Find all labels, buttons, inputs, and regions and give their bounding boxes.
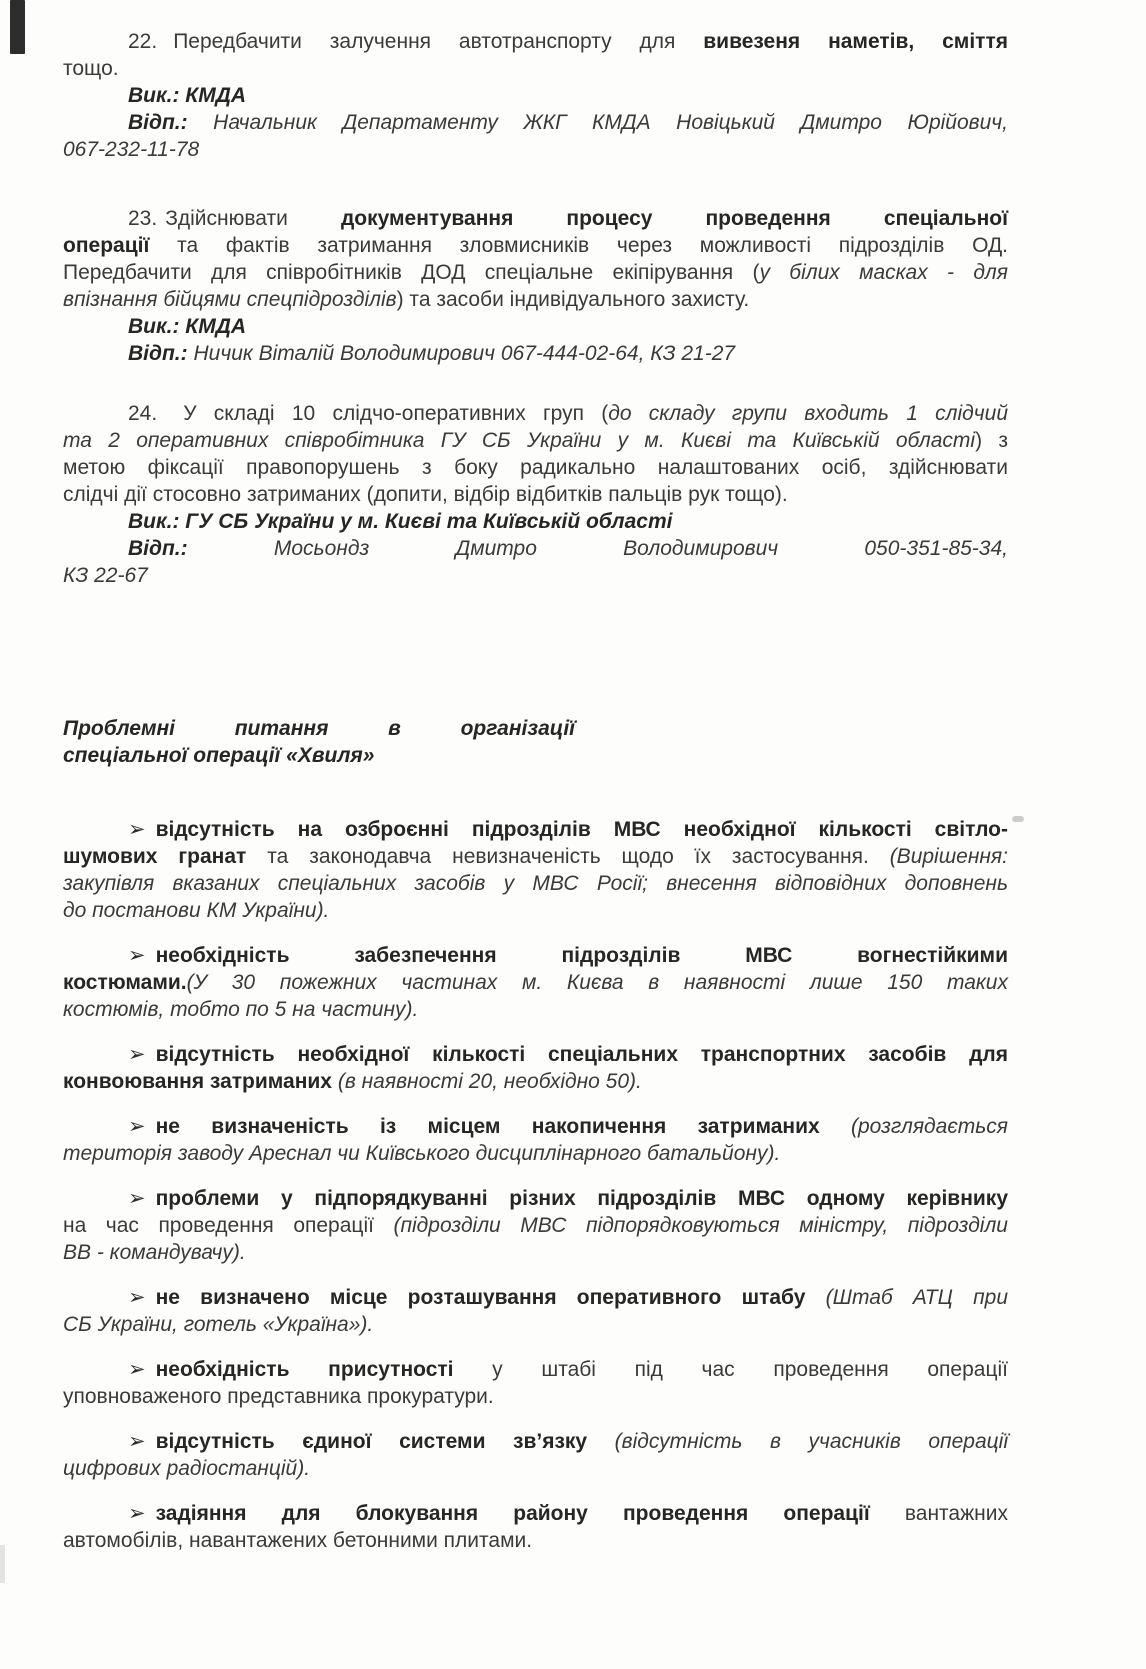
text-run: проблеми у підпорядкуванні різних підрозділів МВС одному керівнику	[155, 1187, 1008, 1210]
text-line	[63, 1455, 1008, 1482]
bullet-transport	[63, 1041, 1008, 1095]
text-run: костюмами.	[63, 971, 187, 994]
bullet-arrow-icon: ➢	[128, 1286, 146, 1309]
text-line	[63, 897, 1008, 924]
text-run: 22.	[128, 30, 158, 53]
text-run: (У 30 пожежних частинах м. Києва в наявності лише 150 таких	[186, 971, 1008, 994]
text-line	[63, 286, 1008, 313]
section-heading	[63, 715, 575, 769]
text-line	[63, 1527, 1008, 1554]
text-line	[63, 1500, 1008, 1527]
text-line	[63, 427, 1008, 454]
text-run: операції	[63, 234, 150, 257]
text-line	[63, 205, 1008, 232]
text-run: у білих масках - для	[759, 261, 1008, 284]
text-run: 24.	[128, 402, 158, 425]
text-line	[63, 1068, 1008, 1095]
paragraph-23	[63, 205, 1008, 367]
text-run: необхідність забезпечення підрозділів МВС вогнестійкими	[155, 944, 1008, 967]
text-run: Передбачити для співробітників ДОД спеціальне екіпірування (	[63, 261, 760, 284]
bullet-arrow-icon: ➢	[128, 1043, 146, 1066]
text-run: необхідність присутності	[155, 1358, 454, 1381]
bullet-subordination	[63, 1185, 1008, 1266]
text-line	[63, 340, 1008, 367]
text-run: СБ України, готель «Україна»).	[63, 1313, 374, 1336]
text-line	[63, 1185, 1008, 1212]
bullet-hq-location	[63, 1284, 1008, 1338]
text-line	[63, 28, 1008, 55]
text-run: територія заводу Ареснал чи Київського дисциплінарного батальйону).	[63, 1142, 781, 1165]
text-line	[63, 508, 1008, 535]
text-line	[63, 562, 1008, 589]
text-run: шумових гранат	[63, 845, 247, 868]
text-run: відсутність єдиної системи зв’язку	[155, 1430, 615, 1453]
text-run: автомобілів, навантажених бетонними плитами.	[63, 1529, 533, 1552]
text-run: Проблемні питання в організації	[63, 717, 575, 740]
text-run: ) та засоби індивідуального захисту.	[396, 288, 750, 311]
text-line	[63, 454, 1008, 481]
text-run: Відп.:	[128, 537, 188, 560]
text-run: костюмів, тобто по 5 на частину).	[63, 998, 419, 1021]
text-run: у штабі під час проведення операції	[453, 1358, 1008, 1381]
text-run: відсутність необхідної кількості спеціальних транспортних засобів для	[155, 1043, 1008, 1066]
text-run: та фактів затримання зловмисників через можливості підрозділів ОД.	[149, 234, 1008, 257]
text-run: Відп.:	[128, 342, 194, 365]
text-run: відсутність на озброєнні підрозділів МВС необхідної кількості світло-	[155, 818, 1008, 841]
bullet-arrow-icon: ➢	[128, 1502, 146, 1525]
text-line	[63, 481, 1008, 508]
text-run: метою фіксації правопорушень з боку радикально налаштованих осіб, здійснювати	[63, 456, 1008, 479]
bullet-comms	[63, 1428, 1008, 1482]
text-run: документування процесу проведення спеціальної	[340, 207, 1008, 230]
text-line	[63, 1284, 1008, 1311]
text-run: 067-232-11-78	[63, 138, 200, 161]
text-run: до складу групи входить 1 слідчий	[608, 402, 1008, 425]
text-line	[63, 742, 575, 769]
text-run: Вик.: ГУ СБ України у м. Києві та Київській області	[128, 510, 673, 533]
text-run: (відсутність в учасників операції	[614, 1430, 1008, 1453]
scan-artifact-right-dash	[1012, 816, 1024, 822]
bullet-fire-suits	[63, 942, 1008, 1023]
text-line	[63, 1428, 1008, 1455]
bullet-arrow-icon: ➢	[128, 944, 146, 967]
text-run: Передбачити залучення автотранспорту для	[173, 30, 704, 53]
text-line	[63, 259, 1008, 286]
text-run: не визначеність із місцем накопичення затриманих	[155, 1115, 851, 1138]
text-line	[63, 55, 1008, 82]
text-run: до постанови КМ України).	[63, 899, 330, 922]
text-run: (розглядається	[850, 1115, 1008, 1138]
text-run: (Вирішення:	[889, 845, 1008, 868]
text-line	[63, 1383, 1008, 1410]
text-line	[63, 232, 1008, 259]
text-run: уповноваженого представника прокуратури.	[63, 1385, 494, 1408]
text-run: тощо.	[63, 57, 119, 80]
text-line	[63, 1212, 1008, 1239]
text-line	[63, 969, 1008, 996]
text-run: на час проведення операції	[63, 1214, 394, 1237]
text-run: вантажних	[869, 1502, 1008, 1525]
text-line	[63, 996, 1008, 1023]
text-line	[63, 313, 1008, 340]
bullet-arrow-icon: ➢	[128, 1358, 146, 1381]
text-run: ВВ - командувачу).	[63, 1241, 246, 1264]
text-line	[63, 1239, 1008, 1266]
text-run: Здійснювати	[165, 207, 341, 230]
text-run: (підрозділи МВС підпорядковуються міністру, підрозділи	[393, 1214, 1008, 1237]
bullet-arrow-icon: ➢	[128, 1115, 146, 1138]
text-line	[63, 843, 1008, 870]
text-run: Вик.: КМДА	[128, 84, 247, 107]
text-line	[63, 136, 1008, 163]
text-line	[63, 870, 1008, 897]
text-line	[63, 1311, 1008, 1338]
text-line	[63, 816, 1008, 843]
text-run: цифрових радіостанцій).	[63, 1457, 311, 1480]
text-line	[63, 942, 1008, 969]
bullet-arrow-icon: ➢	[128, 1187, 146, 1210]
text-run: не визначено місце розташування оперативного штабу	[155, 1286, 826, 1309]
text-line	[63, 82, 1008, 109]
text-run: ) з	[975, 429, 1008, 452]
text-run: Відп.:	[128, 111, 214, 134]
text-run: Начальник Департаменту ЖКГ КМДА Новіцький Дмитро Юрійович,	[213, 111, 1008, 134]
paragraph-22	[63, 28, 1008, 163]
text-run: Мосьондз Дмитро Володимирович 050-351-85-34,	[187, 537, 1008, 560]
text-run: 23.	[128, 207, 158, 230]
text-run: впізнання бійцями спецпідрозділів	[63, 288, 397, 311]
text-run: Вик.: КМДА	[128, 315, 247, 338]
text-line	[63, 535, 1008, 562]
paragraph-24	[63, 400, 1008, 589]
scan-artifact-corner	[10, 0, 25, 54]
text-run: задіяння для блокування району проведення операції	[155, 1502, 870, 1525]
text-run: КЗ 22-67	[63, 564, 148, 587]
text-run: спеціальної операції «Хвиля»	[63, 744, 375, 767]
text-line	[63, 1356, 1008, 1383]
text-run: (Штаб АТЦ при	[825, 1286, 1009, 1309]
document	[63, 28, 1008, 1554]
text-run: та законодавча невизначеність щодо їх застосування.	[246, 845, 890, 868]
bullet-prosecutor	[63, 1356, 1008, 1410]
scan-artifact-left-dash	[0, 1545, 5, 1583]
bullet-grenades	[63, 816, 1008, 924]
bullet-arrow-icon: ➢	[128, 1430, 146, 1453]
text-run: У складі 10 слідчо-оперативних груп (	[183, 402, 609, 425]
text-line	[63, 715, 575, 742]
bullet-trucks	[63, 1500, 1008, 1554]
text-run: та 2 оперативних співробітника ГУ СБ України у м. Києві та Київській області	[63, 429, 976, 452]
text-line	[63, 1113, 1008, 1140]
bullet-detention-site	[63, 1113, 1008, 1167]
text-run: Ничик Віталій Володимирович 067-444-02-64, КЗ 21-27	[193, 342, 736, 365]
text-run: закупівля вказаних спеціальних засобів у МВС Росії; внесення відповідних доповнень	[63, 872, 1008, 895]
text-run: вивезеня наметів, сміття	[703, 30, 1008, 53]
text-run: конвоювання затриманих	[63, 1070, 338, 1093]
text-run: (в наявності 20, необхідно 50).	[337, 1070, 642, 1093]
text-run: слідчі дії стосовно затриманих (допити, відбір відбитків пальців рук тощо).	[63, 483, 788, 506]
text-line	[63, 1140, 1008, 1167]
text-line	[63, 1041, 1008, 1068]
text-line	[63, 109, 1008, 136]
bullet-arrow-icon: ➢	[128, 818, 146, 841]
text-line	[63, 400, 1008, 427]
